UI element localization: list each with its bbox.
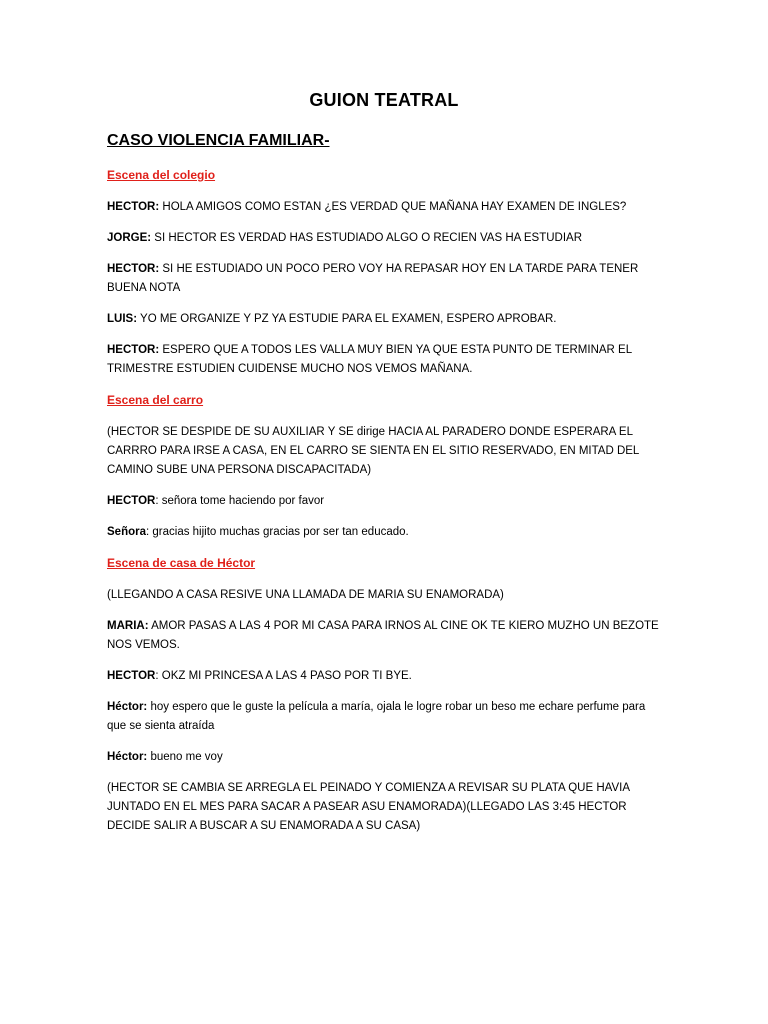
dialogue-text: HOLA AMIGOS COMO ESTAN ¿ES VERDAD QUE MAÑANA HAY EXAMEN DE INGLES? <box>159 201 627 213</box>
dialogue-text: AMOR PASAS A LAS 4 POR MI CASA PARA IRNOS AL CINE OK TE KIERO MUZHO UN BEZOTE NOS VEMOS. <box>107 620 659 651</box>
dialogue-text: ESPERO QUE A TODOS LES VALLA MUY BIEN YA QUE ESTA PUNTO DE TERMINAR EL TRIMESTRE ESTUDIEN CUIDENSE MUCHO NOS VEMOS MAÑANA. <box>107 344 632 375</box>
document-title: GUION TEATRAL <box>309 90 459 110</box>
speaker-name: Héctor: <box>107 751 148 763</box>
dialogue-line <box>107 341 667 379</box>
speaker-name: HECTOR: <box>107 201 160 213</box>
dialogue-line <box>107 310 667 329</box>
dialogue-line <box>107 260 667 298</box>
script-content <box>107 166 667 848</box>
speaker-name: HECTOR <box>107 670 156 682</box>
dialogue-line <box>107 198 667 217</box>
speaker-name: JORGE: <box>107 232 152 244</box>
speaker-name: HECTOR <box>107 495 156 507</box>
dialogue-text: : señora tome haciendo por favor <box>155 495 325 507</box>
scene-heading: Escena del carro <box>107 393 204 407</box>
speaker-name: Héctor: <box>107 701 148 713</box>
stage-direction: (LLEGANDO A CASA RESIVE UNA LLAMADA DE MARIA SU ENAMORADA) <box>107 589 504 601</box>
dialogue-text: SI HE ESTUDIADO UN POCO PERO VOY HA REPASAR HOY EN LA TARDE PARA TENER BUENA NOTA <box>107 263 639 294</box>
speaker-name: HECTOR: <box>107 344 160 356</box>
dialogue-text: : OKZ MI PRINCESA A LAS 4 PASO POR TI BYE. <box>155 670 412 682</box>
case-subtitle: CASO VIOLENCIA FAMILIAR- <box>107 132 330 149</box>
dialogue-text: SI HECTOR ES VERDAD HAS ESTUDIADO ALGO O RECIEN VAS HA ESTUDIAR <box>151 232 583 244</box>
dialogue-line <box>107 492 667 511</box>
dialogue-line <box>107 748 667 767</box>
stage-direction: (HECTOR SE DESPIDE DE SU AUXILIAR Y SE dirige HACIA AL PARADERO DONDE ESPERARA EL CARRRO PARA IRSE A CASA, EN EL CARRO SE SIENTA EN EL SITIO RESERVADO, EN MITAD DEL CAMINO SUBE UNA PERSONA DISCAPACITADA) <box>107 426 639 476</box>
dialogue-text: hoy espero que le guste la película a maría, ojala le logre robar un beso me echare perfume para que se sienta atraída <box>107 701 646 732</box>
scene-heading: Escena de casa de Héctor <box>107 556 256 570</box>
stage-direction: (HECTOR SE CAMBIA SE ARREGLA EL PEINADO Y COMIENZA A REVISAR SU PLATA QUE HAVIA JUNTADO EN EL MES PARA SACAR A PASEAR ASU ENAMORADA)(LLEGADO LAS 3:45 HECTOR DECIDE SALIR A BUSCAR A SU ENAMORADA A SU CASA) <box>107 782 630 832</box>
dialogue-line <box>107 229 667 248</box>
dialogue-text: bueno me voy <box>147 751 223 763</box>
dialogue-line <box>107 523 667 542</box>
dialogue-line <box>107 667 667 686</box>
speaker-name: MARIA: <box>107 620 149 632</box>
dialogue-line <box>107 698 667 736</box>
speaker-name: HECTOR: <box>107 263 160 275</box>
scene-heading: Escena del colegio <box>107 168 216 182</box>
dialogue-text: YO ME ORGANIZE Y PZ YA ESTUDIE PARA EL EXAMEN, ESPERO APROBAR. <box>137 313 557 325</box>
dialogue-text: : gracias hijito muchas gracias por ser tan educado. <box>146 526 409 538</box>
dialogue-line <box>107 617 667 655</box>
speaker-name: LUIS: <box>107 313 138 325</box>
speaker-name: Señora <box>107 526 146 538</box>
